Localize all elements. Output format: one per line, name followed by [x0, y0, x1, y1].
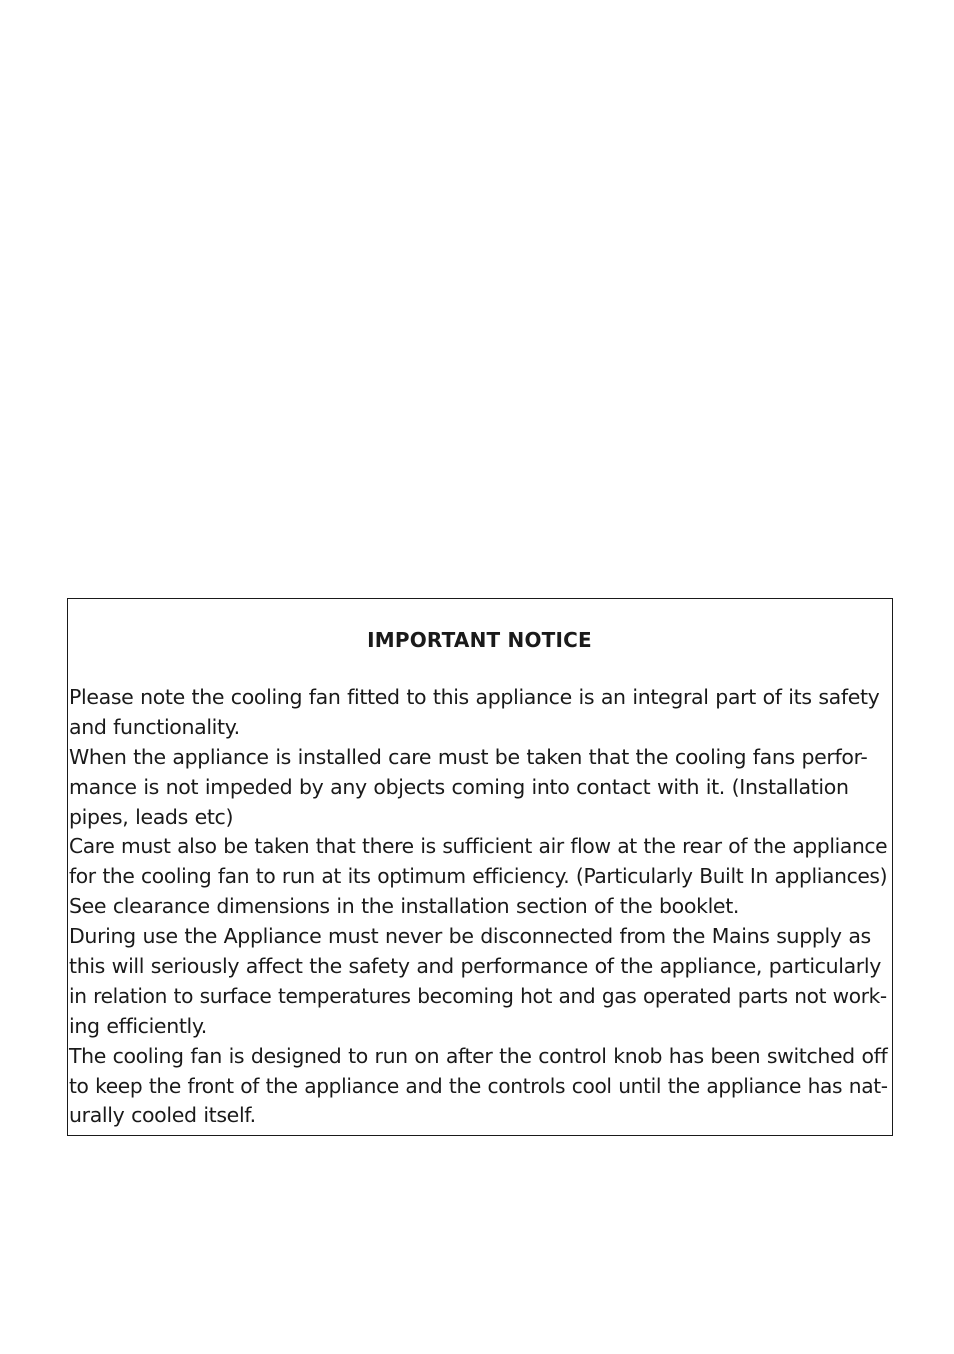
- notice-line: to keep the front of the appliance and the controls cool until the appliance has nat-: [69, 1073, 888, 1098]
- notice-line: During use the Appliance must never be disconnected from the Mains supply as: [69, 924, 871, 949]
- notice-line: The cooling fan is designed to run on after the control knob has been switched off: [69, 1043, 888, 1068]
- notice-line: this will seriously affect the safety and performance of the appliance, particularly: [69, 954, 882, 979]
- notice-line: pipes, leads etc): [69, 804, 234, 829]
- notice-body: [69, 683, 890, 1131]
- notice-title: IMPORTANT NOTICE: [367, 628, 592, 652]
- notice-line: for the cooling fan to run at its optimum efficiency. (Particularly Built In appliances): [69, 864, 888, 889]
- notice-line: See clearance dimensions in the installation section of the booklet.: [69, 894, 740, 919]
- notice-line: and functionality.: [69, 714, 240, 739]
- notice-line: ing efficiently.: [69, 1013, 207, 1038]
- notice-line: mance is not impeded by any objects coming into contact with it. (Installation: [69, 774, 849, 799]
- notice-line: Please note the cooling fan fitted to this appliance is an integral part of its safety: [69, 685, 880, 709]
- important-notice-box: [67, 598, 893, 1136]
- notice-line: urally cooled itself.: [69, 1103, 256, 1128]
- notice-line: When the appliance is installed care must be taken that the cooling fans perfor-: [69, 744, 868, 769]
- notice-line: Care must also be taken that there is sufficient air flow at the rear of the appliance: [69, 834, 888, 859]
- notice-line: in relation to surface temperatures becoming hot and gas operated parts not work-: [69, 983, 887, 1008]
